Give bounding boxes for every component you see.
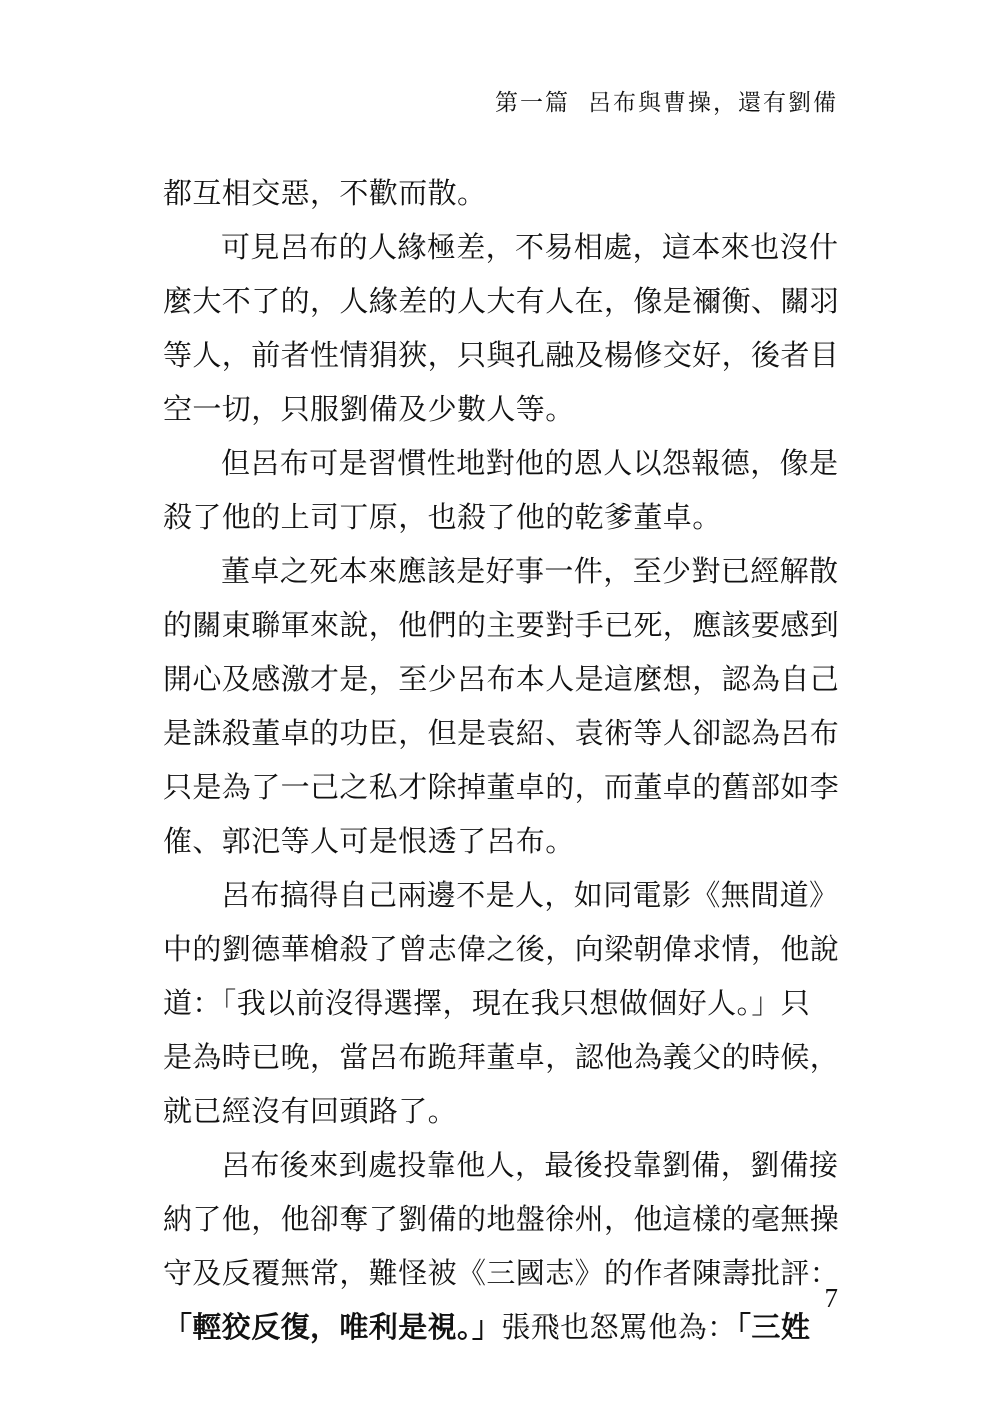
text-line: 守及反覆無常，難怪被《三國志》的作者陳壽批評： [163,1256,840,1290]
text-line: 是誅殺董卓的功臣，但是袁紹、袁術等人卻認為呂布 [163,716,840,750]
text-line: 董卓之死本來應該是好事一件，至少對已經解散 [221,554,839,588]
chapter-label: 第一篇 [495,90,570,116]
text-line: 空一切，只服劉備及少數人等。 [163,392,575,426]
text-line: 中的劉德華槍殺了曾志偉之後，向梁朝偉求情，他說 [163,932,840,966]
text-line: 就已經沒有回頭路了。 [163,1094,458,1128]
text-segment: 張飛也怒罵他為： [501,1310,737,1344]
text-line: 呂布搞得自己兩邊不是人，如同電影《無間道》 [221,878,839,912]
bold-quote: 「輕狡反復，唯利是視。」 [163,1310,502,1344]
text-line: 道：「我以前沒得選擇，現在我只想做個好人。」只 [163,986,811,1020]
text-line: 呂布後來到處投靠他人，最後投靠劉備，劉備接 [221,1148,839,1182]
text-line: 的關東聯軍來說，他們的主要對手已死，應該要感到 [163,608,840,642]
text-line: 殺了他的上司丁原，也殺了他的乾爹董卓。 [163,500,722,534]
text-line: 都互相交惡，不歡而散。 [163,176,487,210]
running-header [495,84,838,117]
text-line: 傕、郭汜等人可是恨透了呂布。 [163,824,575,858]
text-line: 納了他，他卻奪了劉備的地盤徐州，他這樣的毫無操 [163,1202,840,1236]
text-line: 但呂布可是習慣性地對他的恩人以怨報德，像是 [221,446,839,480]
text-line: 等人，前者性情狷狹，只與孔融及楊修交好，後者目 [163,338,840,372]
text-line: 是為時已晚，當呂布跪拜董卓，認他為義父的時候， [163,1040,840,1074]
text-line: 只是為了一己之私才除掉董卓的，而董卓的舊部如李 [163,770,840,804]
text-line: 可見呂布的人緣極差，不易相處，這本來也沒什 [221,230,839,264]
text-line-last [163,1300,843,1354]
chapter-title: 呂布與曹操，還有劉備 [588,90,838,116]
page-number: 7 [824,1283,838,1313]
text-line: 開心及感激才是，至少呂布本人是這麼想，認為自己 [163,662,840,696]
text-line: 麼大不了的，人緣差的人大有人在，像是禰衡、關羽 [163,284,840,318]
bold-quote-start: 「三姓 [736,1310,811,1344]
body-text [163,166,843,1354]
